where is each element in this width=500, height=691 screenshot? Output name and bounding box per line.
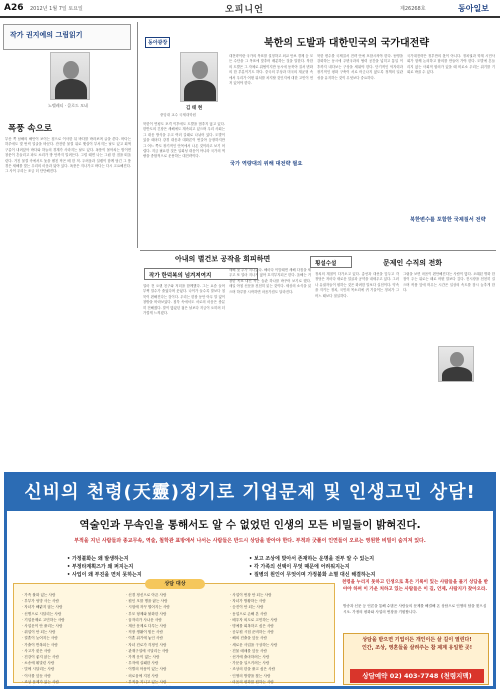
column-series-title: 작가 권지예의 그림읽기 (10, 31, 83, 39)
lower-box-right: 횡설수설 (310, 256, 352, 268)
lower-body-col-2: 새해 첫 주가 지나갔다. 해마다 이맘때면 새해 다짐을 세우고 또 얼마 지나지 않아 흐지부지되곤 한다. 올해는 거창한 목표 대신 작은 습관 하나를 바꾸어 보기로 했다. 매일 아침 신문을 천천히 읽는 것이다. 세상의 소식을 읽으며 하루를 시작하면 마음가짐도 달라진다. (229, 268, 311, 294)
ad-target-item: · 관재구설에 시달리는 사람 (126, 648, 169, 653)
feature-body-col-4: 국가대전략은 정부만의 몫이 아니다. 정치권과 학계 시민사회가 함께 논의하고 합의를 만들어 가야 한다. 도발에 흔들리지 않는 사회적 합의가 있을 때 비로소 우리는 위기를 기회로 바꿀 수 있다. (407, 54, 495, 75)
ad-target-item: · 가출이 반복되는 사람 (22, 642, 58, 647)
ad-target-item: · 소송에 휘말린 사람 (22, 661, 55, 666)
column-divider (137, 22, 138, 248)
ad-target-item: · 승진이 안 되는 사람 (230, 605, 264, 610)
ad-target-item: · 건물 매매를 앞둔 사람 (230, 648, 267, 653)
ad-target-item: · 취업이 안 되는 사람 (22, 630, 56, 635)
ad-target-table (13, 581, 335, 689)
ad-target-item: · 사업이 번창 안 되는 사람 (230, 593, 272, 597)
ad-subheadline: 역술인과 무속인을 통해서도 알 수 없었던 인생의 모든 비밀들이 밝혀진다. (79, 519, 421, 531)
ad-target-item: · 꿈자리가 사나운 사람 (126, 617, 162, 622)
ad-target-item: · 신병으로 시달리는 사람 (22, 611, 62, 616)
publication-date: 2012년 1월 7일 토요일 (30, 6, 83, 12)
ad-bullets-left: • 가정불화는 왜 발생하는지 • 부정타계획즈가 왜 퍼지는지 • 사업이 왜 부진을 면치 못하는지 (67, 556, 142, 578)
column-title-box (3, 24, 131, 50)
ad-target-item: · 조상의 한을 풀고 싶은 사람 (230, 667, 276, 672)
lower-body-col-1: 얼마 전 오랜 친구와 저녁을 함께했다. 그는 요즘 들어 부쩍 말수가 줄었다며 웃었다. 나이가 들수록 말보다 침묵이 편해진다는 것이다. 우리는 한참 동안 아무 말 없이 창밖을 바라보았다. 침묵 속에서도 서로의 마음은 충분히 전해졌다. 말이 많았던 젊은 날보다 지금이 오히려 더 가깝게 느껴졌다. (143, 284, 225, 316)
ad-target-item: · 재산 문제로 다투는 사람 (126, 624, 167, 629)
ad-right-heading: 천령을 누리지 못하고 인생으로 혹은 기록이 있는 사람들을 몰기 상담을 받아야 하며 이 가운 처하고 있는 사람들은 이 길, 언제, 사람지가 찾아오라. (341, 580, 489, 592)
columnist-name: 김 태 현 (186, 106, 203, 111)
ad-target-item: · 자녀 진로가 걱정인 사람 (126, 642, 167, 647)
section-name: 오피니언 (225, 5, 264, 15)
painting-caption: 노벨레티 · 클로드 모네 (48, 103, 88, 108)
lower-column-title: 문제인 수직의 전화 (383, 259, 442, 267)
ad-target-item: · 직장 생활이 힘든 사람 (126, 630, 163, 635)
ad-target-item: · 원인 모를 병을 앓는 사람 (126, 599, 168, 604)
ad-target-item: · 자녀가 방황하는 사람 (230, 599, 266, 604)
ad-target-item: · 인생의 방향을 찾는 사람 (230, 673, 271, 678)
ad-target-item: · 공무원 시험 준비하는 사람 (230, 630, 274, 635)
ad-target-item: · 부부가 엉망 사는 사람 (22, 599, 59, 604)
columnist-photo (180, 52, 218, 102)
ad-phone-number: 상담예약 02) 403-7748 (천령지맥) (350, 669, 484, 683)
ad-contact-box (343, 633, 489, 685)
feature-headline: 북한의 도발과 대한민국의 국가대전략 (264, 38, 430, 49)
essay-body: 부산 쪽 남해의 해안이 보이는 집으로 이사한 뒤 바다를 바라보며 글을 쓴다. 바다는 하루에도 몇 번씩 얼굴을 바꾼다. 잔잔한 물결 위로 햇살이 부서지는 날도 있고 회색 구름이 내려앉아 바다와 하늘의 경계가 사라지는 날도 있다. 폭풍이 몰아치는 밤이면 창문이 흔들리고 파도 소리가 방 안까지 밀려든다. 그럴 때면 나는 그림 한 점을 떠올린다. 거친 물결 속에서도 돛을 펼친 작은 배 한 척. 두려움과 설렘이 함께 담긴 그 풍경은 새해를 맞는 우리의 마음과 닮아 있다. 폭풍은 지나가고 바다는 다시 고요해진다. 그 사이 우리는 조금 더 단단해진다. (5, 137, 131, 174)
ad-highlight-text: 부적을 지닌 사람들과 종교무속, 역술, 철학관 표방에서 나서는 사람들은 반드시 상담을 받아야 한다. 부적과 굿풀이 인연들이 오르는 영원한 비밀이 숨겨져 있다. (74, 538, 426, 544)
ad-target-item: · 부모 형제와 불화한 사람 (126, 611, 167, 616)
ad-target-item: · 건강이 좋지 않는 사람 (22, 655, 59, 660)
ad-target-list (22, 592, 122, 689)
ad-target-item: · 신경 정신으로 아픈 사람 (126, 593, 167, 597)
ad-target-item: · 동업으로 손해 본 사람 (230, 611, 267, 616)
ad-target-item: · 마음의 평화를 원하는 사람 (230, 679, 274, 684)
ad-target-item: · 미래가 궁금한 사람 (22, 686, 55, 689)
ad-target-item: · 해외 진출을 앞둔 사람 (230, 636, 267, 641)
newspaper-masthead: 동아일보 (458, 4, 489, 13)
ad-target-item: · 시험에 자꾸 떨어지는 사람 (126, 605, 170, 610)
horizontal-divider (140, 250, 496, 251)
ad-target-item: · 이혼 위기에 놓인 사람 (126, 636, 163, 641)
feature-subhead-1: 국가 역량대의 위해 대전략 필요 (230, 161, 303, 167)
columnist-affiliation: 중앙대 교수 국제대학원 (160, 113, 197, 117)
ad-target-list (230, 592, 332, 689)
ad-target-item: · 기업문제로 고민하는 사람 (22, 617, 65, 622)
ad-target-item: · 사업운이 안 풀리는 사람 (22, 624, 63, 629)
ad-target-item: · 새로운 사업을 구상하는 사람 (230, 642, 278, 647)
painting-image (50, 52, 90, 100)
lower-body-col-3: 정치의 계절이 다가오고 있다. 총선과 대선을 앞두고 각 정당은 저마다 새로운 얼굴과 공약을 내세우고 있다. 그러나 유권자들이 원하는 것은 화려한 말보다 실천이다. 약속을 지키는 정치, 국민의 목소리에 귀 기울이는 정치가 그 어느 때보다 절실하다. (315, 272, 399, 298)
issue-number: 제26268호 (400, 6, 426, 12)
page-header (0, 0, 500, 18)
ad-target-item: · 사고가 잦은 사람 (22, 648, 51, 653)
ad-target-item: · 자녀가 해맑지 않는 사람 (22, 605, 63, 610)
feature-body-col-2: 대전략이란 국가의 목표를 설정하고 외교 안보 경제 등 모든 수단을 그 목표에 맞추어 배분하는 것을 말한다. 북한의 도발은 그 자체로 위협이지만 동시에 동북아 질서 변화의 한 부분이기도 하다. 중국의 부상과 미국의 재균형 속에서 우리가 어떤 위치를 차지할 것인지에 대한 고민이 먼저 있어야 한다. (229, 54, 313, 86)
feature-subhead-2: 북한변수를 포함한 국제질서 전략 (410, 217, 486, 223)
essay-title: 폭풍 속으로 (8, 124, 53, 134)
ad-target-item: · 조상 문제가 있는 사람 (22, 679, 59, 684)
page-number: A26 (4, 3, 24, 13)
ad-target-item: · 배우자 외도로 고민하는 사람 (230, 617, 278, 622)
ad-target-list (126, 592, 226, 689)
lower-box-left: 작가 한덕복의 넘겨져여지 (144, 268, 258, 280)
lower-feature-title: 아내의 별건보 공작을 회피하면 (175, 255, 271, 263)
ad-right-body: 방송과 신문 등 언론을 통해 수많은 사람들의 문제를 해결해 온 상담으로 인생의 답을 찾으십시오. 가정의 평화와 사업의 번창을 기원합니다. (343, 604, 487, 614)
advertisement (4, 472, 496, 689)
lower-column-photo (438, 346, 474, 382)
ad-target-item: · 운명을 바꾸고 싶은 사람 (230, 686, 271, 689)
ad-target-item: · 가게 운이 없는 사람 (126, 655, 160, 660)
ad-table-title: 상담 대상 (145, 579, 205, 589)
ad-target-item: · 이사를 앞둔 사람 (22, 673, 51, 678)
ad-target-item: · 부적을 지니고 있는 사람 (126, 679, 167, 684)
ad-target-item: · 외로움에 지친 사람 (126, 673, 159, 678)
ad-target-item: · 빚에 시달리는 사람 (22, 667, 55, 672)
ad-bullets-right: • 보고 조상에 맞아서 존재하는 운명을 전부 알 수 있는지 • 각 가족의 선택이 무엇 때문에 어려워지는지 • 질병의 원인이 무엇이며 가정불화 소멸 대신 해결하는지 (249, 556, 376, 578)
ad-target-item: · 결혼이 늦어지는 사람 (22, 636, 58, 641)
lower-body-col-4: 그림을 보면 마음이 편안해진다는 사람이 많다. 오래된 명화 한 점이 주는 위로는 때로 어떤 말보다 깊다. 전시장을 천천히 걸으며 작품 앞에 머무는 시간은 일상의 속도를 잠시 늦추게 한다. (403, 272, 495, 293)
ad-target-item: · 명예를 회복하고 싶은 사람 (230, 624, 274, 629)
ad-target-item: · 이별의 아픔이 있는 사람 (126, 667, 167, 672)
feature-body-col-1: 북한이 연평도 포격 이후에도 도발을 멈추지 않고 있다. 한반도의 긴장은 새해에도 계속되고 있으며 우리 사회는 그 대응 방식을 두고 여러 갈래로 나뉘어 있다. 도발이 있을 때마다 강경 대응과 대화론이 번갈아 등장하지만 그 어느 쪽도 장기적인 안목에서 나온 것이라고 보기 어렵다. 지금 필요한 것은 일회성 대응이 아니라 국가의 역량을 종합적으로 운용하는 대전략이다. (143, 122, 225, 159)
ad-target-item: · 가문을 일으키려는 사람 (230, 661, 270, 666)
feature-body-col-3: 북한 변수를 국제질서 전략 안에 포함시켜야 한다. 동맹을 강화하는 동시에 주변국과의 협력 공간을 넓히고 통일 이후까지 내다보는 구상을 세워야 한다. 단기적인 억지력과 장기적인 평화 구축이 서로 어긋나지 않도록 정책의 일관성을 유지하는 것이 무엇보다 중요하다. (317, 54, 403, 80)
ad-contact-message: 상담을 받으면 기업이든 개인이든 살 길이 열린다! 인간, 조상, 영혼들을 살려주는 참 제계 유일한 곳! (361, 637, 473, 651)
ad-target-item: · 선거에 출마하려는 사람 (230, 655, 270, 660)
ad-target-item: · 굿을 하고도 효과 없는 사람 (126, 686, 172, 689)
ad-headline: 신비의 천령(天靈)정기로 기업문제 및 인생고민 상담! (24, 482, 476, 503)
ad-target-item: · 투자에 실패한 사람 (126, 661, 159, 666)
ad-target-item: · 가족 불화 있는 사람 (22, 593, 56, 597)
feature-column-tag: 동아광장 (145, 37, 170, 48)
